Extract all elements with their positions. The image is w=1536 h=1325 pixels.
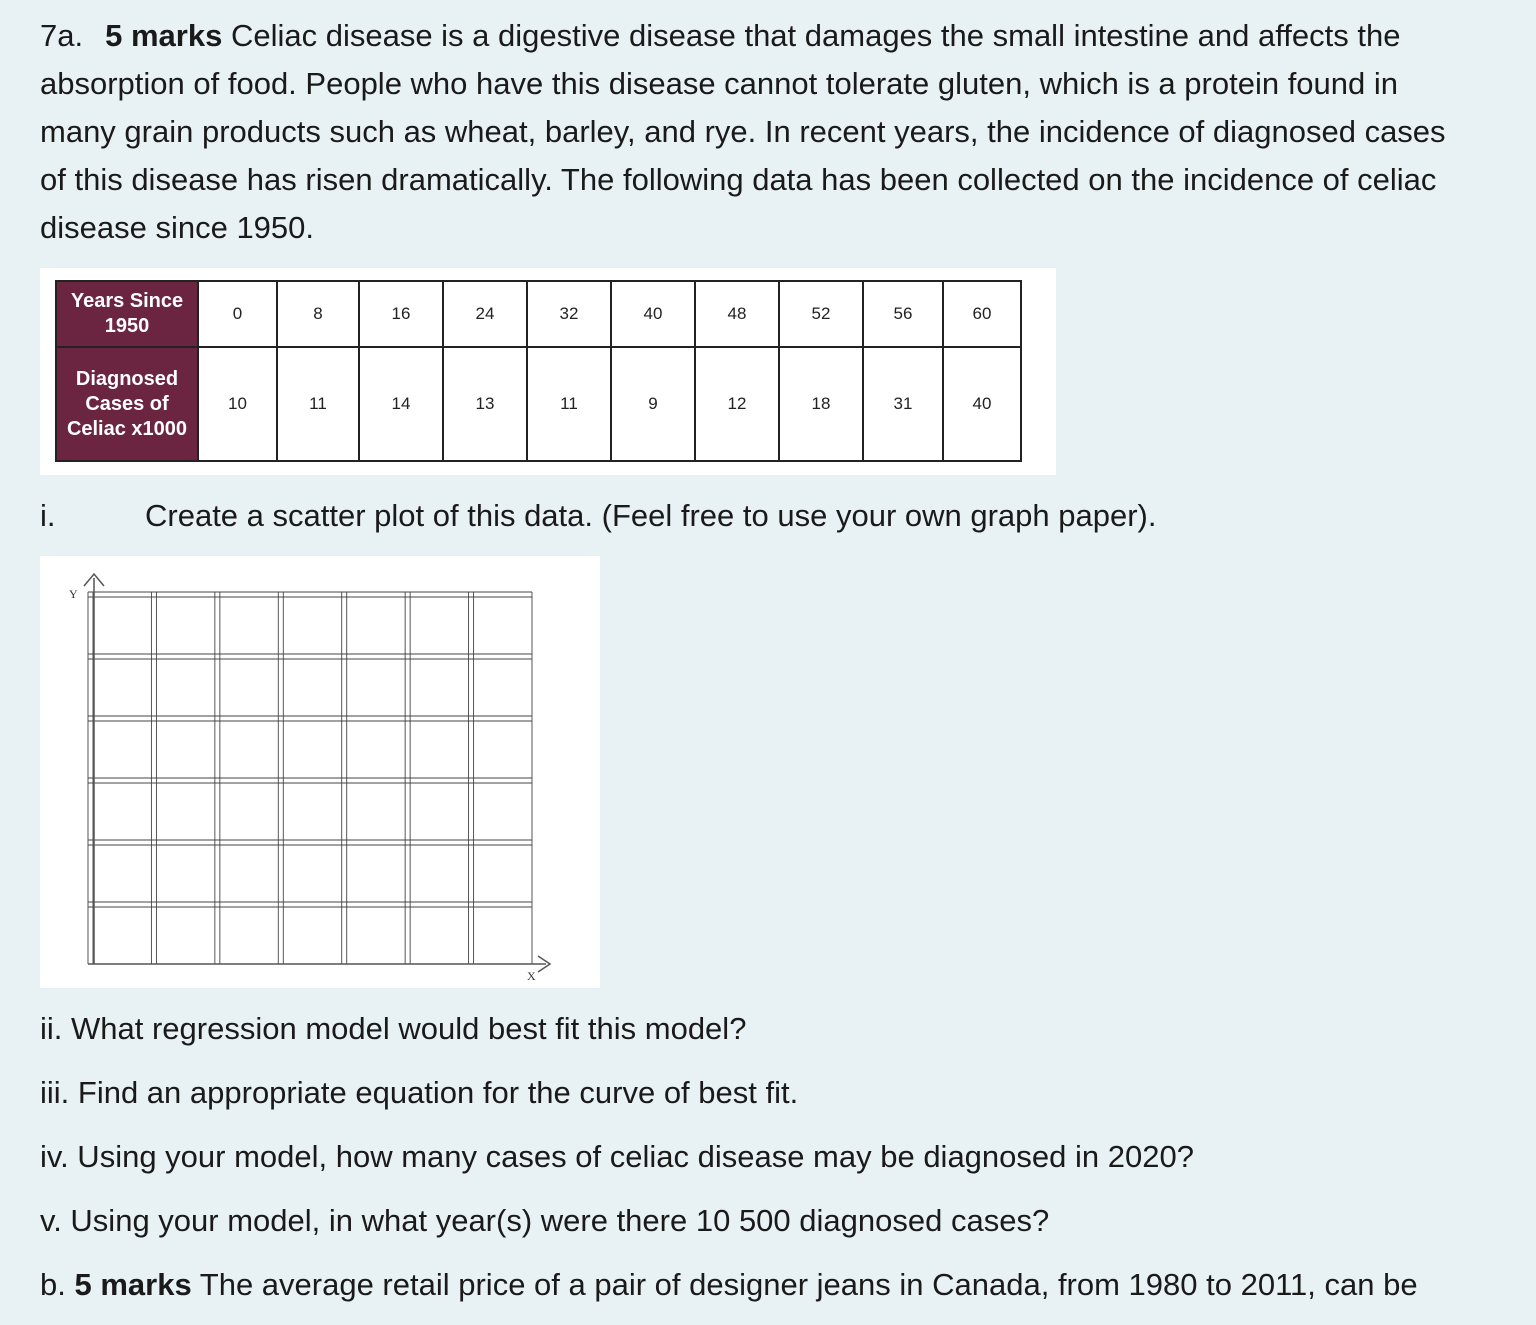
question-iv: iv. Using your model, how many cases of celiac disease may be diagnosed in 2020? — [40, 1139, 1194, 1174]
questions-list — [40, 1005, 1510, 1325]
year-cell: 8 — [277, 281, 359, 347]
question-v: v. Using your model, in what year(s) were there 10 500 diagnosed cases? — [40, 1203, 1050, 1238]
question-7a-intro — [40, 12, 1480, 252]
year-cell: 0 — [198, 281, 277, 347]
part-i-number: i. — [40, 498, 56, 533]
years-header: Years Since 1950 — [56, 281, 198, 347]
question-iii: iii. Find an appropriate equation for the curve of best fit. — [40, 1075, 799, 1110]
cases-cell: 12 — [695, 347, 779, 461]
year-cell: 48 — [695, 281, 779, 347]
question-b-text: The average retail price of a pair of designer jeans in Canada, from 1980 to 2011, can be — [199, 1267, 1418, 1302]
cases-cell: 18 — [779, 347, 863, 461]
year-cell: 56 — [863, 281, 943, 347]
table-row-cases — [56, 347, 1021, 461]
table-row-years — [56, 281, 1021, 347]
cases-header: Diagnosed Cases of Celiac x1000 — [56, 347, 198, 461]
cases-cell: 40 — [943, 347, 1021, 461]
cases-cell: 13 — [443, 347, 527, 461]
cases-cell: 10 — [198, 347, 277, 461]
part-i — [40, 496, 1156, 536]
graph-paper-panel — [40, 556, 600, 988]
cases-cell: 31 — [863, 347, 943, 461]
cases-cell: 9 — [611, 347, 695, 461]
intro-text: Celiac disease is a digestive disease that damages the small intestine and affects the absorption of food. People who have this disease cannot tolerate gluten, which is a protein found in many grain products such as wheat, barley, and rye. In recent years, the incidence of diagnosed cases of this disease has risen dramatically. The following data has been collected on the incidence of celiac disease since 1950. — [40, 18, 1446, 245]
year-cell: 24 — [443, 281, 527, 347]
year-cell: 16 — [359, 281, 443, 347]
graph-paper — [40, 556, 600, 988]
year-cell: 60 — [943, 281, 1021, 347]
data-table-panel — [40, 268, 1056, 475]
question-b-label: b. — [40, 1267, 66, 1302]
question-ii: ii. What regression model would best fit this model? — [40, 1011, 747, 1046]
part-i-text: Create a scatter plot of this data. (Feel free to use your own graph paper). — [145, 498, 1157, 533]
year-cell: 52 — [779, 281, 863, 347]
x-axis-label: X — [527, 969, 536, 983]
question-number: 7a. — [40, 18, 84, 53]
data-table — [55, 280, 1022, 462]
grid-lines — [88, 592, 532, 964]
question-b — [40, 1261, 1510, 1325]
y-axis-label: Y — [69, 587, 78, 601]
cases-cell: 11 — [277, 347, 359, 461]
year-cell: 32 — [527, 281, 611, 347]
cases-cell: 14 — [359, 347, 443, 461]
question-b-marks: 5 marks — [74, 1267, 192, 1302]
year-cell: 40 — [611, 281, 695, 347]
marks-label: 5 marks — [105, 18, 223, 53]
cases-cell: 11 — [527, 347, 611, 461]
